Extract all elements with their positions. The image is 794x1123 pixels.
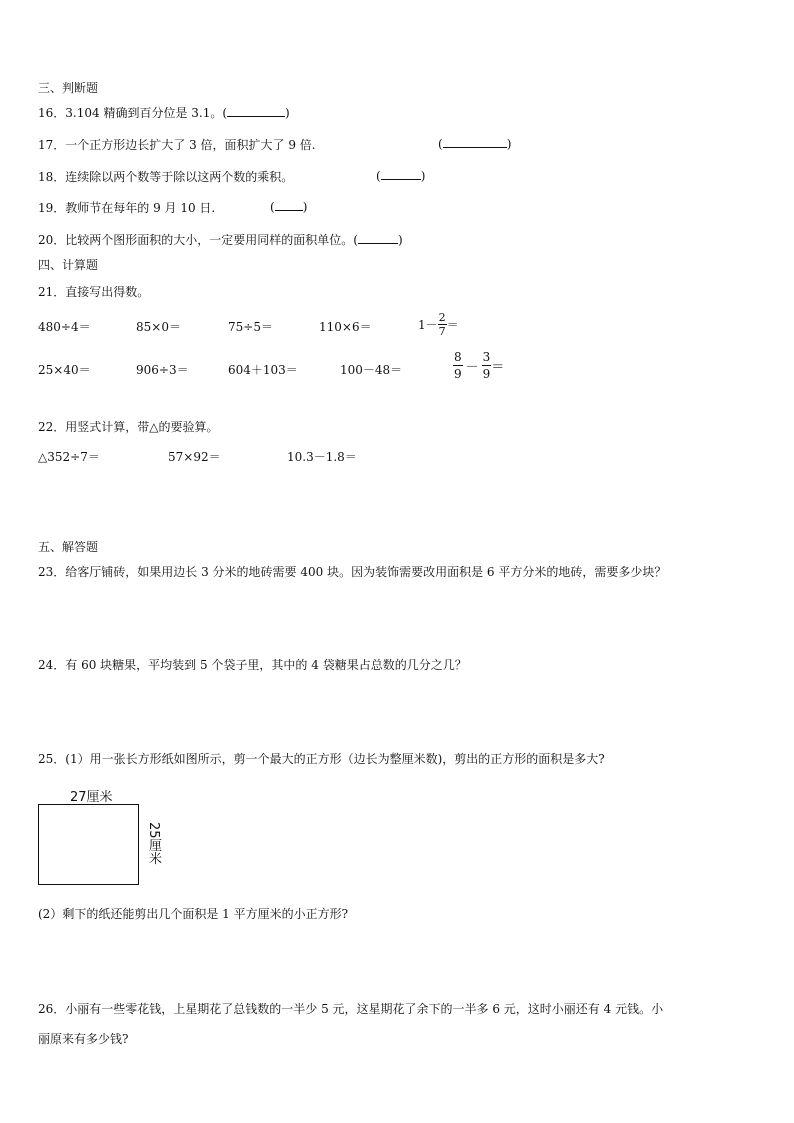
question-18-open: ( bbox=[376, 169, 381, 183]
section-heading-calculation: 四、计算题 bbox=[38, 258, 99, 272]
answer-blank-17[interactable] bbox=[443, 136, 507, 148]
fraction-8-9 bbox=[453, 349, 463, 382]
calc-item-fraction-subtraction bbox=[453, 349, 504, 382]
question-17 bbox=[38, 136, 316, 153]
calc-item: 100－48＝ bbox=[340, 363, 403, 377]
question-18-text: 18．连续除以两个数等于除以这两个数的乘积。 bbox=[38, 170, 294, 184]
question-19-close: ) bbox=[302, 200, 308, 214]
fraction-minus: － bbox=[465, 360, 479, 375]
section-heading-word-problems: 五、解答题 bbox=[38, 540, 99, 554]
fraction-denominator: 9 bbox=[482, 367, 491, 381]
calc-item: 906÷3＝ bbox=[136, 363, 189, 377]
question-20-text: 20．比较两个图形面积的大小，一定要用同样的面积单位。( bbox=[38, 233, 358, 247]
vertical-calc-item: △352÷7＝ bbox=[38, 450, 100, 464]
question-18-answer bbox=[376, 168, 425, 183]
question-21-text: 21．直接写出得数。 bbox=[38, 285, 150, 299]
question-17-answer bbox=[438, 136, 511, 151]
fraction-numerator: 2 bbox=[438, 311, 446, 324]
calc-item: 75÷5＝ bbox=[228, 320, 273, 334]
rectangle-width-label: 27厘米 bbox=[70, 790, 113, 805]
calc-item: 25×40＝ bbox=[38, 363, 91, 377]
question-26-line-2: 丽原来有多少钱? bbox=[38, 1032, 129, 1046]
answer-blank-18[interactable] bbox=[381, 168, 421, 180]
calc-item: 110×6＝ bbox=[319, 320, 372, 334]
question-17-open: ( bbox=[438, 137, 443, 151]
fraction-2-7 bbox=[438, 311, 447, 338]
answer-blank-20[interactable] bbox=[358, 232, 398, 244]
question-25-part-2: (2）剩下的纸还能剪出几个面积是 1 平方厘米的小正方形? bbox=[38, 907, 349, 921]
question-24: 24．有 60 块糖果，平均装到 5 个袋子里，其中的 4 袋糖果占总数的几分之几？ bbox=[38, 658, 467, 672]
calc-item: 480÷4＝ bbox=[38, 320, 91, 334]
question-20-close: ) bbox=[397, 233, 403, 247]
calc-item: 85×0＝ bbox=[136, 320, 181, 334]
rectangle-paper-figure bbox=[38, 804, 139, 885]
rectangle-height-label: 25厘米 bbox=[146, 822, 161, 865]
question-18 bbox=[38, 168, 293, 185]
calc-item: 604＋103＝ bbox=[228, 363, 298, 377]
vertical-calc-item: 10.3－1.8＝ bbox=[287, 450, 357, 464]
calc-item-fraction bbox=[418, 311, 459, 338]
fraction-3-9 bbox=[482, 349, 492, 382]
fraction-denominator: 9 bbox=[454, 367, 462, 381]
question-17-text: 17．一个正方形边长扩大了 3 倍，面积扩大了 9 倍. bbox=[38, 138, 316, 152]
question-16 bbox=[38, 104, 290, 121]
question-19-open: ( bbox=[270, 200, 275, 214]
question-23: 23．给客厅铺砖，如果用边长 3 分米的地砖需要 400 块。因为装饰需要改用面积是 6 平方分米的地砖，需要多少块？ bbox=[38, 565, 667, 579]
question-25-part-1: 25．(1）用一张长方形纸如图所示，剪一个最大的正方形（边长为整厘米数)，剪出的正方形的面积是多大? bbox=[38, 752, 605, 766]
fraction-equals: ＝ bbox=[491, 360, 505, 375]
question-22-text: 22．用竖式计算，带△的要验算。 bbox=[38, 420, 219, 434]
question-19-answer bbox=[270, 199, 307, 214]
fraction-numerator: 8 bbox=[454, 350, 462, 364]
fraction-denominator: 7 bbox=[438, 325, 446, 338]
question-16-text: 16．3.104 精确到百分位是 3.1。( bbox=[38, 106, 228, 120]
answer-blank-19[interactable] bbox=[275, 199, 303, 211]
section-heading-judgment: 三、判断题 bbox=[38, 81, 99, 95]
question-16-close: ) bbox=[285, 106, 290, 120]
vertical-calc-item: 57×92＝ bbox=[168, 450, 221, 464]
question-20 bbox=[38, 231, 403, 248]
question-26-line-1: 26．小丽有一些零花钱，上星期花了总钱数的一半少 5 元，这星期花了余下的一半多 6 元，这时小丽还有 4 元钱。小 bbox=[38, 1002, 664, 1016]
question-18-close: ) bbox=[420, 169, 426, 183]
fraction-lead: 1－ bbox=[418, 318, 438, 332]
fraction-numerator: 3 bbox=[482, 350, 491, 364]
question-19-text: 19．教师节在每年的 9 月 10 日. bbox=[38, 201, 216, 215]
question-19 bbox=[38, 199, 215, 216]
fraction-equals: ＝ bbox=[446, 318, 459, 332]
answer-blank-16[interactable] bbox=[227, 105, 285, 117]
question-17-close: ) bbox=[506, 137, 512, 151]
